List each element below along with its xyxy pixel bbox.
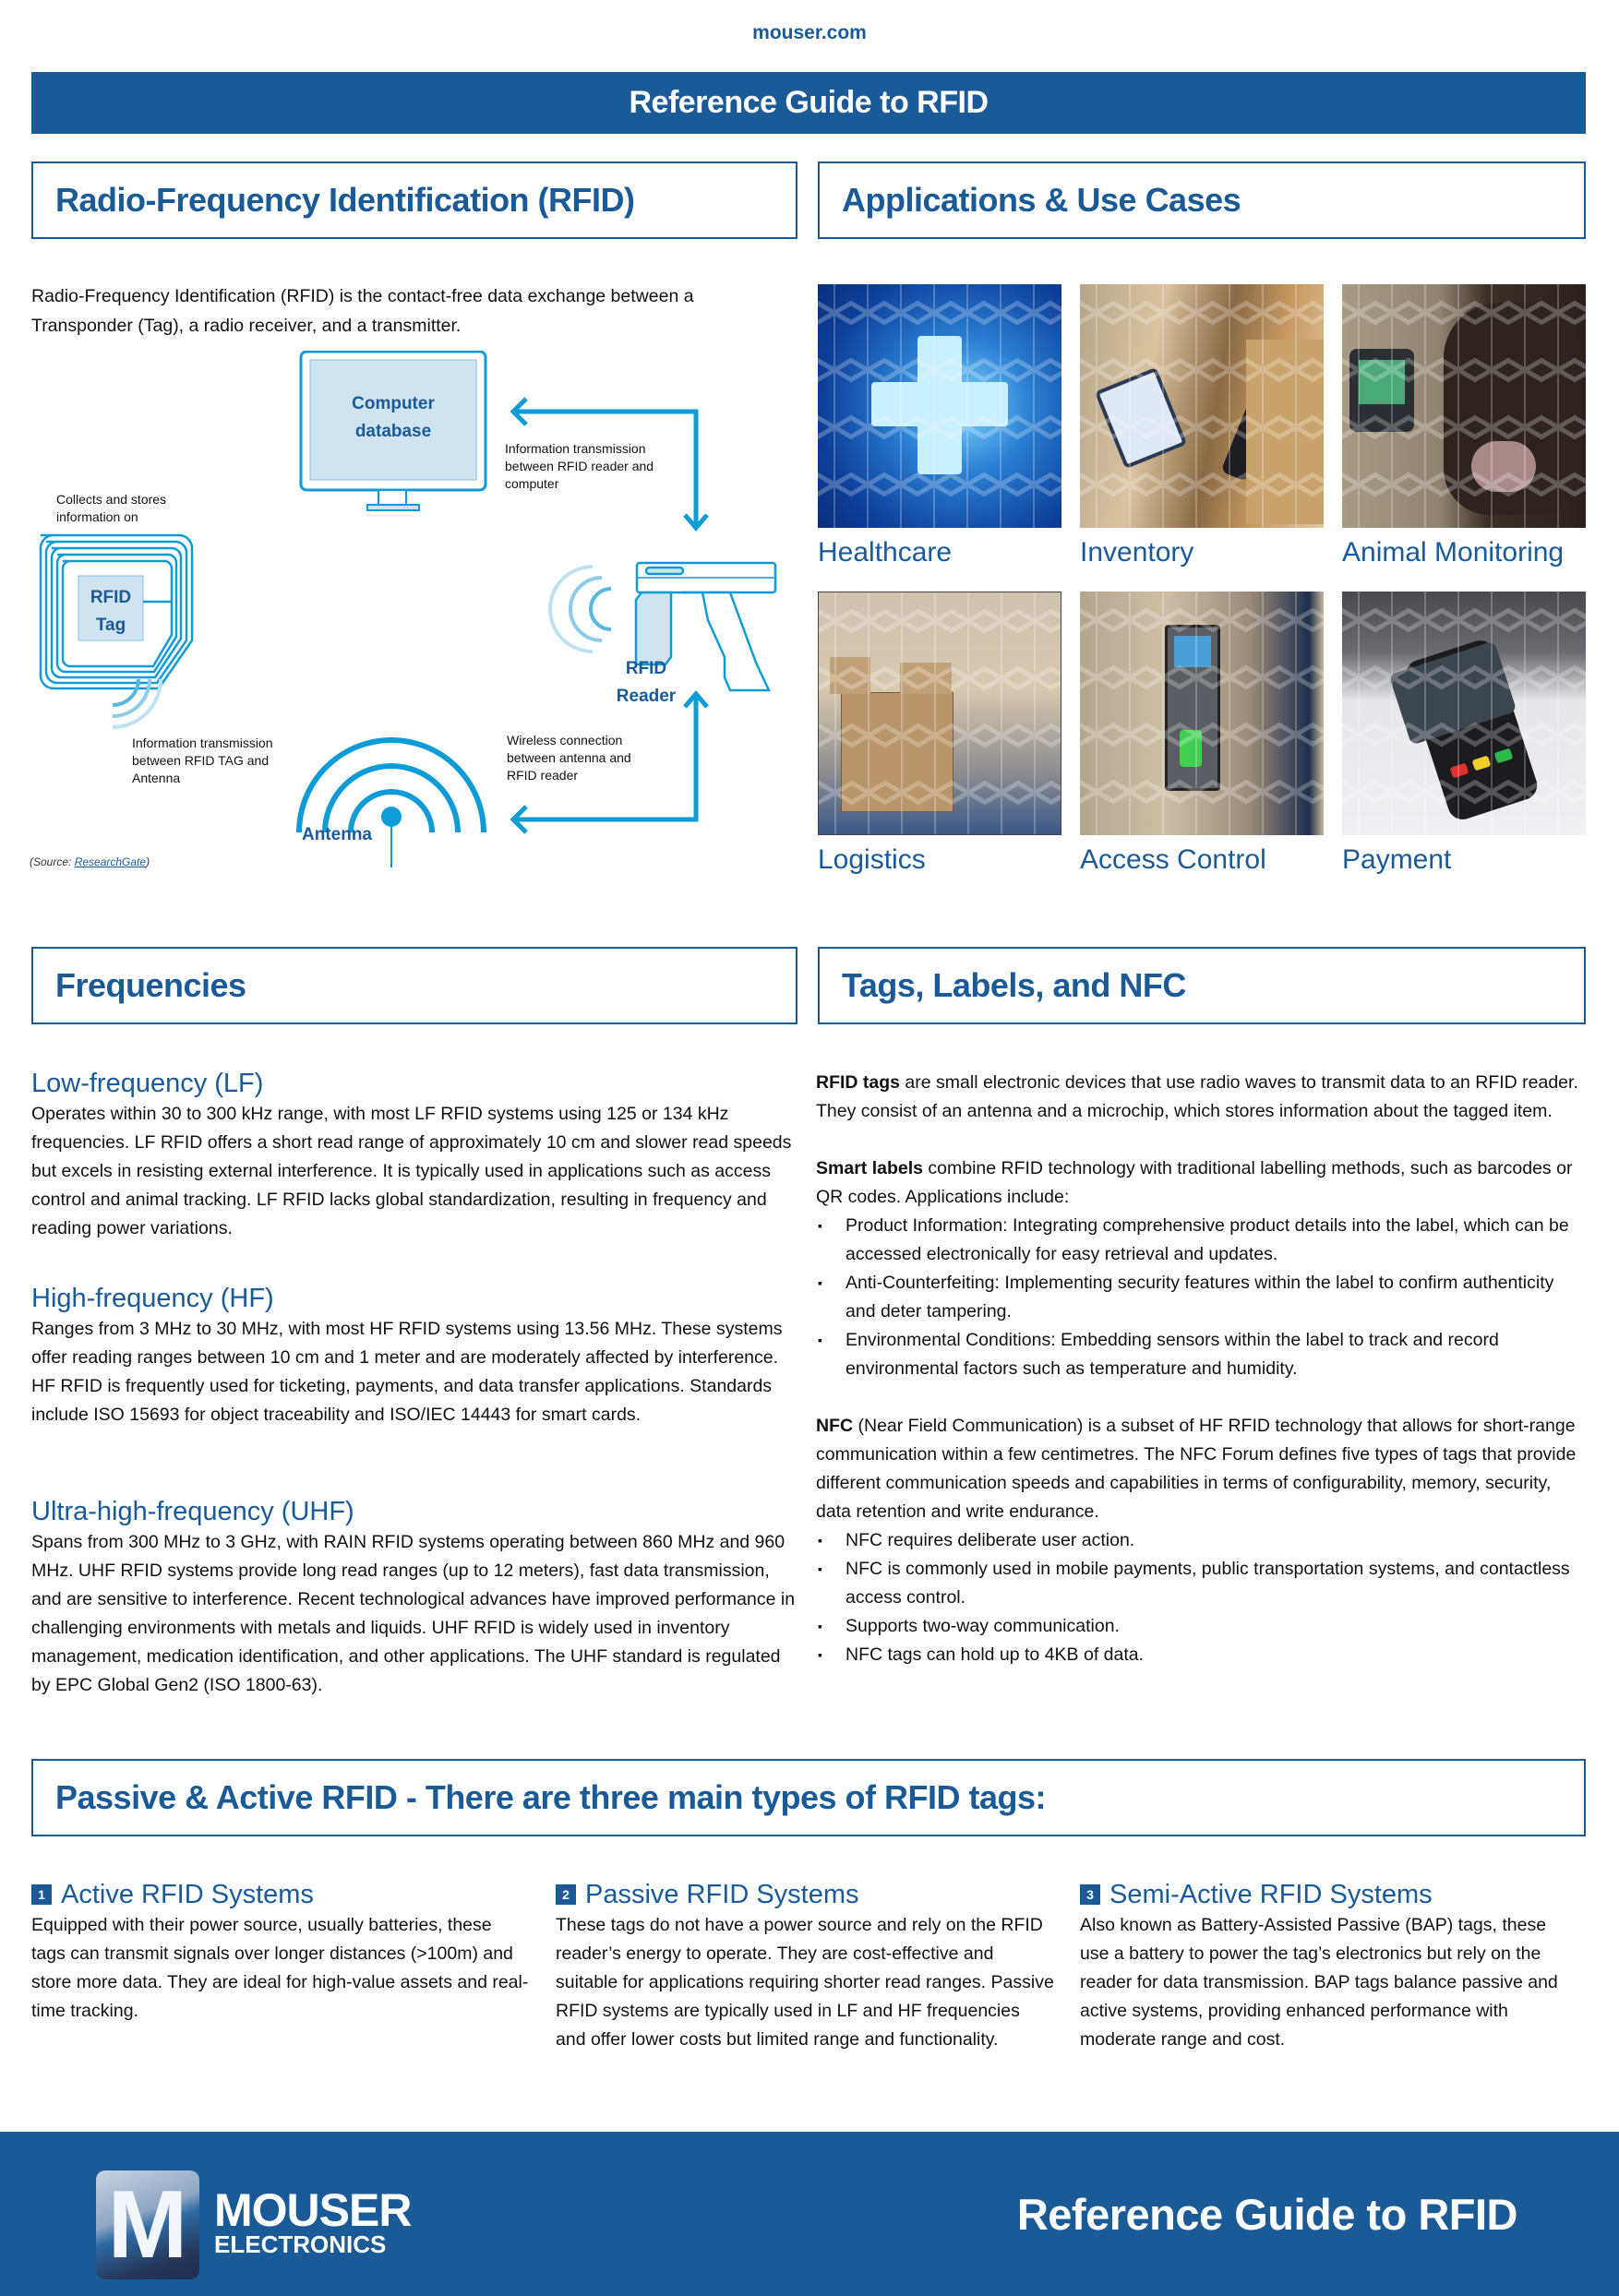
nfc-paragraph: NFC (Near Field Communication) is a subset of HF RFID technology that allows for short-range communication within a few centimetres. The NFC Forum defines five types of tags that provide different communication speeds and capabilities in terms of configurability, memory, security, data retention and write endurance. (816, 1416, 1577, 1522)
frequency-body: Ranges from 3 MHz to 30 MHz, with most HF RFID systems using 13.56 MHz. These systems offer reading ranges between 10 cm and 1 meter and are moderately affected by interference. HF RFID is frequently used for ticketing, payments, and data transfer applications. Standards include ISO 15693 for object traceability and ISO/IEC 14443 for smart cards. (31, 1319, 783, 1425)
footer-title: Reference Guide to RFID (1016, 2190, 1517, 2239)
antenna-label: Antenna (302, 825, 372, 844)
system-semi-active (1080, 1878, 1578, 2054)
app-caption: Animal Monitoring (1342, 537, 1565, 568)
app-card-access-control (1080, 592, 1324, 876)
frequency-body: Operates within 30 to 300 kHz range, with most LF RFID systems using 125 or 134 kHz frequencies. LF RFID offers a short read range of approximately 10 cm and slower read speeds but excels in resisting external interference. It is typically used in applications such as access control and animal tracking. LF RFID lacks global standardization, resulting in frequency and reading power variations. (31, 1104, 792, 1238)
app-card-inventory (1080, 284, 1324, 568)
frequencies-section-title: Frequencies (55, 966, 246, 1004)
logo-subtitle: ELECTRONICS (214, 2230, 387, 2258)
computer-database-label: Computer database (352, 394, 435, 441)
page-title-banner (31, 72, 1586, 134)
smart-labels-list (816, 1212, 1582, 1383)
site-link[interactable]: mouser.com (752, 22, 867, 43)
smart-labels-paragraph: Smart labels combine RFID technology with traditional labelling methods, such as barcodes or QR codes. Applications include: (816, 1158, 1573, 1207)
tags-content (816, 1069, 1582, 1698)
number-badge: 2 (556, 1884, 576, 1905)
tags-section-header (818, 947, 1586, 1024)
system-title: Active RFID Systems (61, 1880, 314, 1909)
system-title: Semi-Active RFID Systems (1109, 1880, 1433, 1909)
systems-section-title: Passive & Active RFID - There are three main types of RFID tags: (55, 1778, 1046, 1816)
app-card-healthcare (818, 284, 1061, 568)
logo-wordmark: MOUSER (214, 2184, 412, 2236)
app-caption: Logistics (818, 844, 926, 875)
label-collects-stores: Collects and stores information on (56, 492, 167, 524)
app-caption: Payment (1342, 844, 1452, 875)
system-passive (556, 1878, 1054, 2054)
reader-wave-icon (550, 567, 611, 652)
list-item: ▪ Anti-Counterfeiting: Implementing security features within the label to confirm authenticity and deter tampering. (816, 1269, 1582, 1326)
app-caption: Inventory (1080, 537, 1194, 568)
frequency-title: Ultra-high-frequency (UHF) (31, 1497, 354, 1526)
inventory-photo (1080, 284, 1324, 528)
list-item: ▪ NFC tags can hold up to 4KB of data. (816, 1641, 1582, 1669)
app-card-animal-monitoring (1342, 284, 1586, 568)
footer (0, 2132, 1619, 2296)
label-tag-antenna: Information transmission between RFID TAG and Antenna (132, 735, 273, 785)
source-link[interactable]: ResearchGate (74, 855, 147, 868)
list-item: ▪ Supports two-way communication. (816, 1612, 1582, 1641)
page-title: Reference Guide to RFID (629, 85, 989, 120)
rfid-intro-text: Radio-Frequency Identification (RFID) is the contact-free data exchange between a Transponder (Tag), a radio receiver, and a transmitter. (31, 286, 694, 336)
list-item: ▪ NFC is commonly used in mobile payments, public transportation systems, and contactless access control. (816, 1555, 1582, 1612)
mouser-logo-icon[interactable]: M (96, 2170, 199, 2279)
number-badge: 3 (1080, 1884, 1100, 1905)
frequency-lf (31, 1067, 798, 1243)
payment-photo (1342, 592, 1586, 835)
frequencies-section-header (31, 947, 798, 1024)
list-item: ▪ Environmental Conditions: Embedding sensors within the label to track and record environmental factors such as temperature and humidity. (816, 1326, 1582, 1383)
number-badge: 1 (31, 1884, 52, 1905)
frequency-title: High-frequency (HF) (31, 1284, 274, 1313)
animal-monitoring-photo (1342, 284, 1586, 528)
app-card-payment (1342, 592, 1586, 876)
app-caption: Access Control (1080, 844, 1266, 875)
list-item: ▪ NFC requires deliberate user action. (816, 1526, 1582, 1555)
system-body: Also known as Battery-Assisted Passive (BAP) tags, these use a battery to power the tag’s electronics but rely on the reader for data transmission. BAP tags balance passive and active systems, providing enhanced performance with moderate range and cost. (1080, 1915, 1558, 2050)
nfc-list (816, 1526, 1582, 1669)
frequency-title: Low-frequency (LF) (31, 1069, 264, 1098)
rfid-tag-label: RFID Tag (90, 588, 132, 635)
app-caption: Healthcare (818, 537, 953, 568)
label-reader-computer: Information transmission between RFID reader and computer (505, 441, 654, 491)
rfid-section-header (31, 161, 798, 239)
list-item: ▪ Product Information: Integrating comprehensive product details into the label, which can be accessed electronically for easy retrieval and updates. (816, 1212, 1582, 1269)
tag-wave-icon (113, 679, 161, 727)
access-control-photo (1080, 592, 1324, 835)
rfid-diagram (28, 351, 794, 886)
applications-section-title: Applications & Use Cases (842, 181, 1241, 219)
applications-section-header (818, 161, 1586, 239)
rfid-tags-paragraph: RFID tags are small electronic devices that use radio waves to transmit data to an RFID reader. They consist of an antenna and a microchip, which stores information about the tagged item. (816, 1072, 1578, 1121)
frequency-uhf (31, 1495, 798, 1700)
healthcare-photo (818, 284, 1061, 528)
app-card-logistics (818, 592, 1061, 876)
systems-section-header (31, 1759, 1586, 1836)
frequency-body: Spans from 300 MHz to 3 GHz, with RAIN RFID systems operating between 860 MHz and 960 MHz. UHF RFID systems provide long read ranges (up to 12 meters), fast data transmission, and are sensitive to interference. Recent technological advances have improved performance in challenging environments with metals and liquids. UHF RFID is widely used in inventory management, medication identification, and other applications. The UHF standard is regulated by EPC Global Gen2 (ISO 1800-63). (31, 1532, 796, 1695)
logistics-photo (818, 592, 1061, 835)
system-active (31, 1878, 530, 2026)
frequency-hf (31, 1282, 798, 1429)
diagram-source: (Source: ResearchGate) (30, 855, 150, 868)
system-body: Equipped with their power source, usually batteries, these tags can transmit signals over longer distances (>100m) and store more data. They are ideal for high-value assets and real-time tracking. (31, 1915, 529, 2021)
rfid-section-title: Radio-Frequency Identification (RFID) (55, 181, 635, 219)
system-body: These tags do not have a power source and rely on the RFID reader’s energy to operate. They are cost-effective and suitable for applications requiring shorter read ranges. Passive RFID systems are typically used in LF and HF frequencies and offer lower costs but limited range and functionality. (556, 1915, 1054, 2050)
rfid-reader-label: RFID Reader (616, 659, 677, 706)
label-antenna-reader: Wireless connection between antenna and RFID reader (507, 733, 631, 783)
tags-section-title: Tags, Labels, and NFC (842, 966, 1186, 1004)
system-title: Passive RFID Systems (585, 1880, 859, 1909)
